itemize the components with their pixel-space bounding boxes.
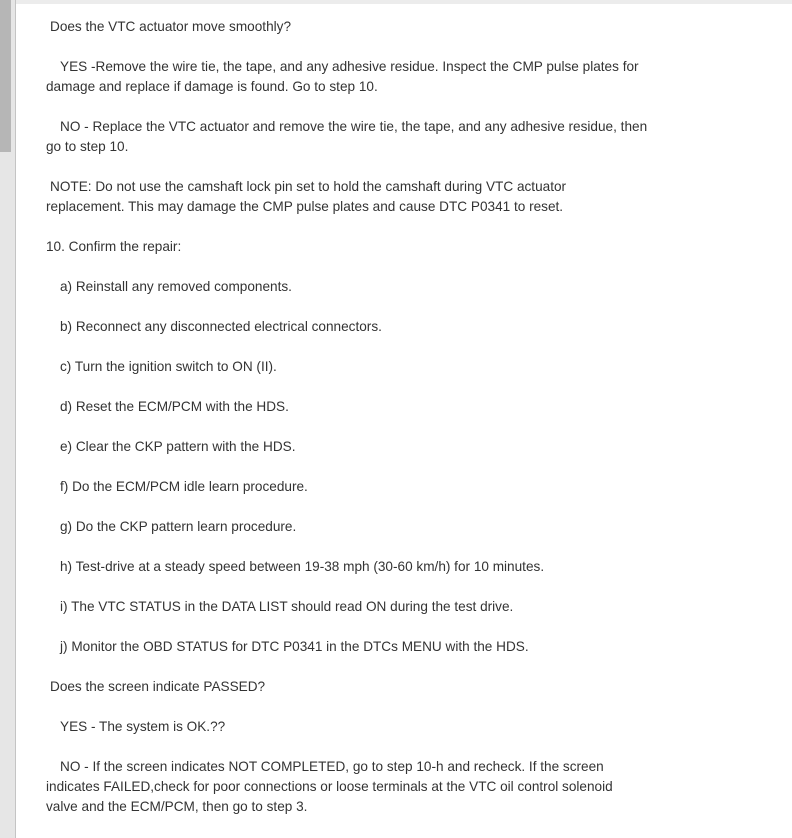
yes-answer-system-ok: YES - The system is OK.?? — [60, 719, 226, 734]
substep-h: h) Test-drive at a steady speed between 19-38 mph (30-60 km/h) for 10 minutes. — [60, 559, 545, 574]
substep-j: j) Monitor the OBD STATUS for DTC P0341 in the DTCs MENU with the HDS. — [60, 639, 529, 654]
yes-answer-line-2: damage and replace if damage is found. Go to step 10. — [46, 79, 378, 94]
substep-f: f) Do the ECM/PCM idle learn procedure. — [60, 479, 308, 494]
step-10-heading: 10. Confirm the repair: — [46, 239, 182, 254]
no-answer-2-line-2: indicates FAILED,check for poor connections or loose terminals at the VTC oil control solenoid — [46, 779, 613, 794]
question-vtc-moves-smoothly: Does the VTC actuator move smoothly? — [50, 19, 292, 34]
substep-c: c) Turn the ignition switch to ON (II). — [60, 359, 277, 374]
no-answer-2-line-1: NO - If the screen indicates NOT COMPLETED, go to step 10-h and recheck. If the screen — [60, 759, 604, 774]
top-edge — [16, 0, 792, 4]
substep-b: b) Reconnect any disconnected electrical connectors. — [60, 319, 382, 334]
left-scrollbar[interactable] — [0, 0, 16, 838]
note-line-1: NOTE: Do not use the camshaft lock pin set to hold the camshaft during VTC actuator — [50, 179, 567, 194]
substep-e: e) Clear the CKP pattern with the HDS. — [60, 439, 296, 454]
substep-a: a) Reinstall any removed components. — [60, 279, 292, 294]
substep-g: g) Do the CKP pattern learn procedure. — [60, 519, 297, 534]
question-screen-passed: Does the screen indicate PASSED? — [50, 679, 266, 694]
note-line-2: replacement. This may damage the CMP pulse plates and cause DTC P0341 to reset. — [46, 199, 564, 214]
no-answer-line-2: go to step 10. — [46, 139, 129, 154]
no-answer-line-1: NO - Replace the VTC actuator and remove the wire tie, the tape, and any adhesive residue, then — [60, 119, 648, 134]
no-answer-2-line-3: valve and the ECM/PCM, then go to step 3. — [46, 799, 308, 814]
yes-answer-line-1: YES -Remove the wire tie, the tape, and any adhesive residue. Inspect the CMP pulse plates for — [60, 59, 639, 74]
substep-d: d) Reset the ECM/PCM with the HDS. — [60, 399, 289, 414]
substep-i: i) The VTC STATUS in the DATA LIST should read ON during the test drive. — [60, 599, 514, 614]
scrollbar-thumb[interactable] — [0, 0, 11, 152]
